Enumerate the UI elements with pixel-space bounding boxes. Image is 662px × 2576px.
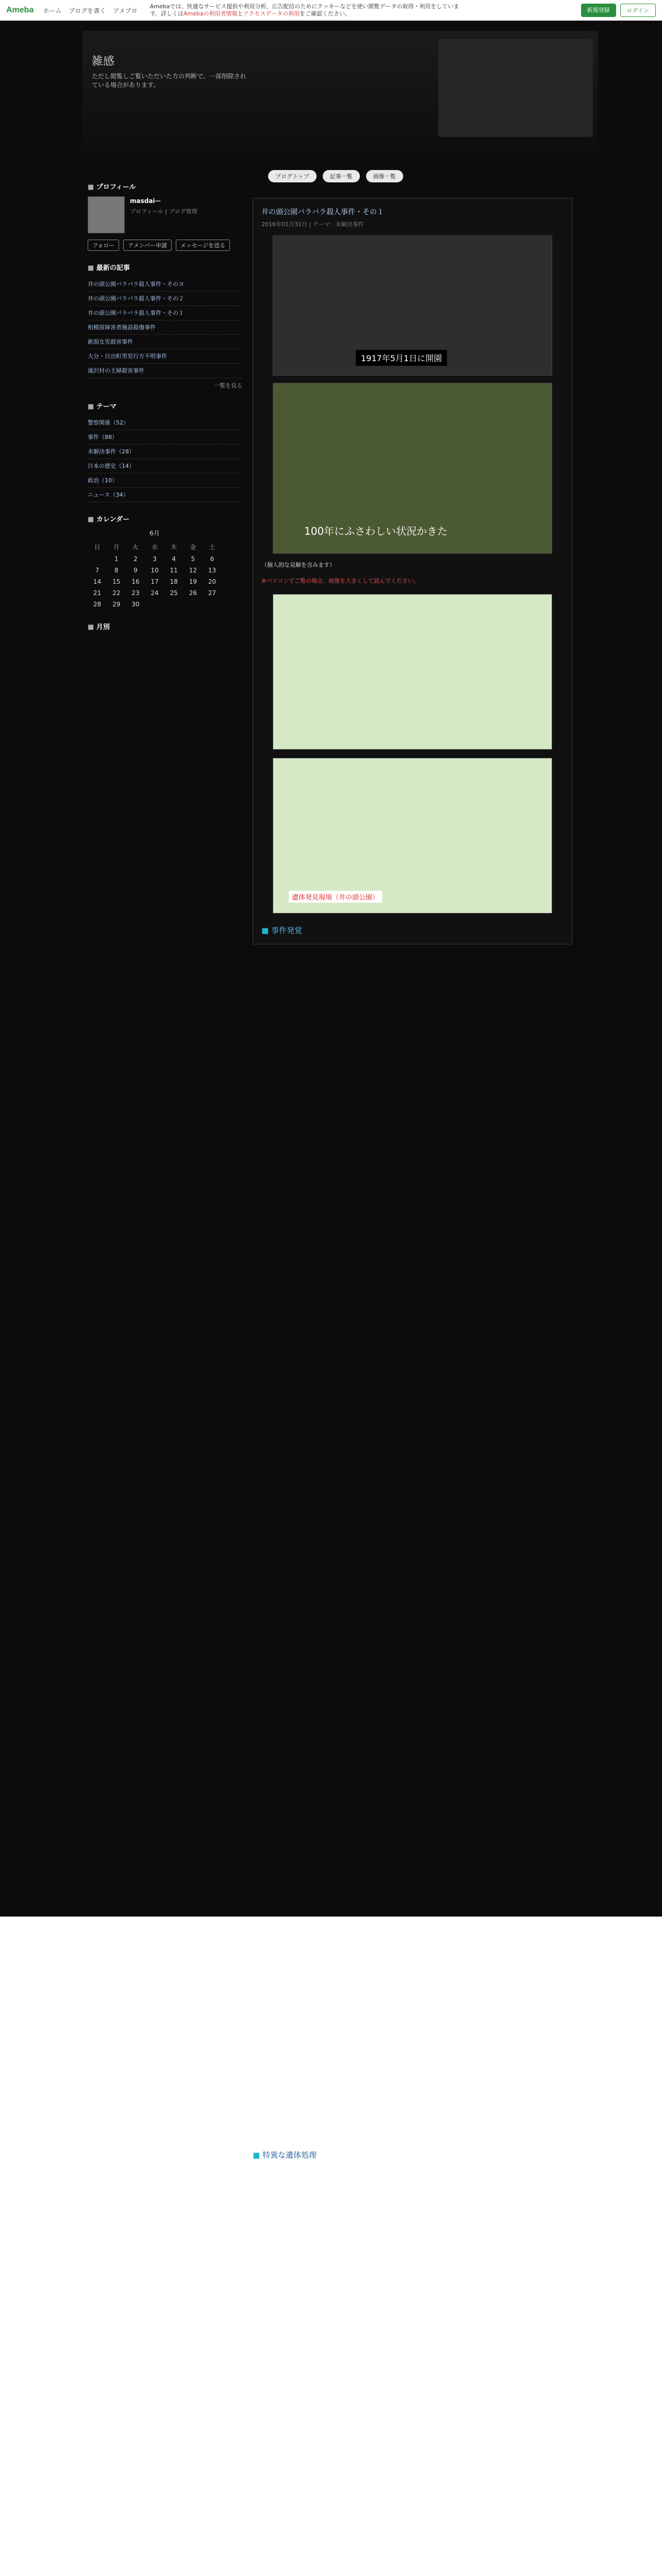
list-item[interactable]: 政治（10）	[88, 473, 242, 488]
calendar-week: 1 2 3 4 5 6	[114, 555, 214, 563]
list-item[interactable]: 相模原障害者施設殺傷事件	[88, 320, 242, 335]
image-1-caption: 1917年5月1日に開園	[356, 350, 447, 366]
section-heading-1: ■ 事件発覚	[261, 925, 564, 936]
list-item[interactable]: 井の頭公園バラバラ殺人事件・そのヨ	[88, 277, 242, 292]
profile-meta: プロフィール | ブログ管理	[130, 208, 197, 215]
section-heading-2: ■ 特異な遺体処理	[253, 2149, 572, 2160]
weekday: 火	[132, 544, 139, 551]
blog-title[interactable]: 雑感	[92, 55, 115, 67]
list-item[interactable]: 事件（88）	[88, 430, 242, 445]
nav-home[interactable]: ホーム	[43, 7, 62, 14]
avatar[interactable]	[88, 196, 125, 233]
nav-write[interactable]: ブログを書く	[69, 7, 106, 14]
recent-more-link[interactable]: 一覧を見る	[214, 382, 242, 389]
recent-heading: ■ 最新の記事	[88, 262, 242, 272]
calendar-heading: ■ カレンダー	[88, 514, 242, 523]
weekday: 金	[190, 544, 196, 551]
calendar-week: 7 8 9 10 11 12 13	[95, 567, 217, 574]
login-button[interactable]: ログイン	[620, 4, 656, 17]
top-navigation-bar	[0, 0, 662, 21]
list-item[interactable]: ニュース（34）	[88, 488, 242, 502]
weekday: 月	[113, 544, 120, 551]
blog-menu	[268, 170, 572, 182]
calendar-week: 14 15 16 17 18 19 20	[93, 578, 217, 585]
follow-button[interactable]: フォロー	[88, 240, 119, 251]
map-image-1[interactable]	[273, 594, 552, 750]
main-content	[253, 170, 572, 944]
menu-blog-top[interactable]: ブログトップ	[268, 170, 317, 182]
article	[253, 198, 572, 944]
menu-image-list[interactable]: 画像一覧	[366, 170, 403, 182]
list-item[interactable]: 未解決事件（28）	[88, 445, 242, 459]
image-2-caption: 100年にふさわしい状況かきた	[304, 525, 448, 537]
weekday: 日	[94, 544, 101, 551]
map-image-2[interactable]	[273, 758, 552, 913]
amember-button[interactable]: アメンバー申請	[123, 240, 172, 251]
sidebar	[88, 170, 242, 636]
notice-link-access[interactable]: アクセスデータの利用	[243, 10, 300, 17]
article-title[interactable]: 井の頭公園バラバラ殺人事件・その１	[261, 208, 384, 216]
weekday: 水	[151, 544, 158, 551]
weekday: 土	[209, 544, 216, 551]
profile-heading: ■ プロフィール	[88, 181, 242, 191]
weekday: 木	[171, 544, 177, 551]
menu-article-list[interactable]: 記事一覧	[323, 170, 360, 182]
archive-heading: ■ 月別	[88, 621, 242, 631]
list-item[interactable]: 大分・日出町男児行方不明事件	[88, 349, 242, 364]
notice-link-user[interactable]: Amebaの利用者情報	[183, 10, 238, 17]
top-nav	[43, 6, 137, 15]
list-item[interactable]: 新潟女児殺害事件	[88, 335, 242, 349]
article-image-1[interactable]	[273, 235, 552, 376]
calendar-week: 28 29 30	[93, 601, 140, 608]
list-item[interactable]: 日本の歴史（14）	[88, 459, 242, 473]
article-alert: ※パソコンでご覧の場合、画像を大きくして読んでください。	[261, 578, 419, 584]
cookie-notice: Amebaでは、快適なサービス提供や利用分析、広告配信のためにクッキーなどを使い閲覧データの取得・利用をしています。詳しくはAmebaの利用者情報とアクセスデータの利用をご確認ください。	[150, 3, 459, 17]
ameba-logo[interactable]: Ameba	[6, 6, 34, 14]
list-item[interactable]: 警察関係（52）	[88, 416, 242, 430]
message-button[interactable]: メッセージを送る	[176, 240, 230, 251]
recent-list	[88, 277, 242, 378]
calendar	[88, 529, 222, 610]
map-label: 遺体発見現場（井の頭公園）	[289, 891, 382, 903]
nav-ameblo[interactable]: アメブロ	[113, 7, 138, 14]
blog-description: ただし閲覧しご覧いただいた方の判断で、一部削除されている場合があります。	[92, 73, 246, 89]
list-item[interactable]: 滝沢村の主婦殺害事件	[88, 364, 242, 378]
calendar-week: 21 22 23 24 25 26 27	[93, 589, 217, 597]
article-intro: （個人的な見解を含みます）	[261, 562, 335, 568]
header-artwork	[438, 39, 593, 137]
list-item[interactable]: 井の頭公園バラバラ殺人事件・その１	[88, 306, 242, 320]
calendar-table	[88, 540, 222, 610]
list-item[interactable]: 井の頭公園バラバラ殺人事件・その２	[88, 292, 242, 306]
article-image-2[interactable]	[273, 383, 552, 554]
profile-card	[88, 196, 242, 233]
lower-content	[0, 1917, 662, 2576]
signup-button[interactable]: 新規登録	[581, 4, 616, 17]
theme-list	[88, 416, 242, 502]
top-actions	[581, 4, 656, 17]
blog-page	[0, 21, 662, 1917]
profile-name[interactable]: masdaiー	[130, 197, 161, 205]
theme-heading: ■ テーマ	[88, 401, 242, 411]
calendar-month: 6月	[150, 530, 160, 537]
article-meta: 2016年01月31日 | テーマ：未解決事件	[261, 221, 364, 228]
